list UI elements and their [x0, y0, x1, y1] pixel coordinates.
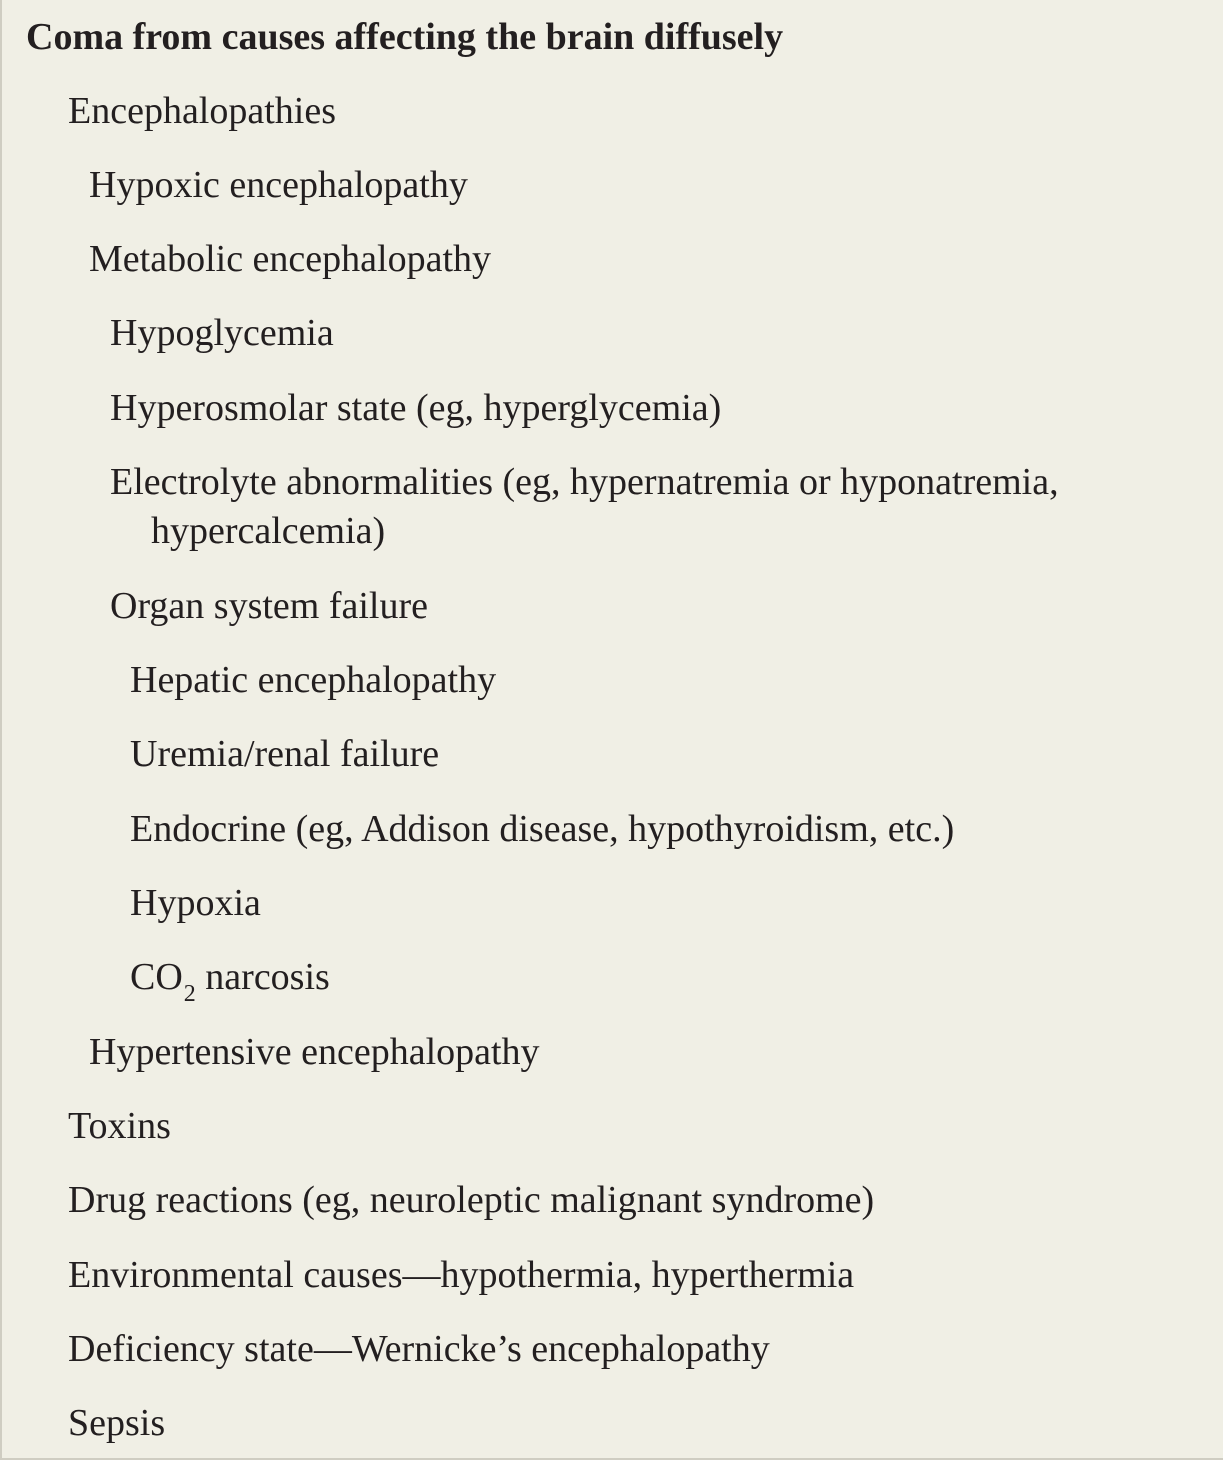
list-item-organ-system-failure: Organ system failure [110, 585, 428, 627]
co2-subscript: 2 [183, 981, 196, 1007]
list-item-drug-reactions: Drug reactions (eg, neuroleptic malignant syndrome) [68, 1179, 875, 1221]
list-item-hypoxic-encephalopathy: Hypoxic encephalopathy [89, 164, 468, 206]
list-item-hypoxia: Hypoxia [130, 882, 261, 924]
list-item-endocrine: Endocrine (eg, Addison disease, hypothyroidism, etc.) [130, 808, 955, 850]
list-item-hyperosmolar-state: Hyperosmolar state (eg, hyperglycemia) [110, 387, 722, 429]
list-item-hepatic-encephalopathy: Hepatic encephalopathy [130, 659, 497, 701]
list-item-sepsis: Sepsis [68, 1402, 166, 1444]
list-item-toxins: Toxins [68, 1105, 171, 1147]
list-item-electrolyte-abnormalities-continued: hypercalcemia) [151, 510, 386, 552]
list-item-metabolic-encephalopathy: Metabolic encephalopathy [89, 238, 492, 280]
list-item-deficiency-state: Deficiency state—Wernicke’s encephalopathy [68, 1328, 770, 1370]
list-item-environmental-causes: Environmental causes—hypothermia, hyperthermia [68, 1254, 855, 1296]
list-item-co2-narcosis [130, 953, 330, 1006]
list-item-uremia-renal-failure: Uremia/renal failure [130, 733, 440, 775]
narcosis-text: narcosis [195, 956, 330, 998]
list-item-electrolyte-abnormalities: Electrolyte abnormalities (eg, hypernatremia or hyponatremia, [110, 461, 1059, 503]
list-item-encephalopathies: Encephalopathies [68, 90, 337, 132]
list-item-hypoglycemia: Hypoglycemia [110, 312, 334, 354]
co2-text: CO [130, 956, 183, 998]
table-title: Coma from causes affecting the brain diffusely [26, 16, 784, 58]
list-item-hypertensive-encephalopathy: Hypertensive encephalopathy [89, 1031, 540, 1073]
